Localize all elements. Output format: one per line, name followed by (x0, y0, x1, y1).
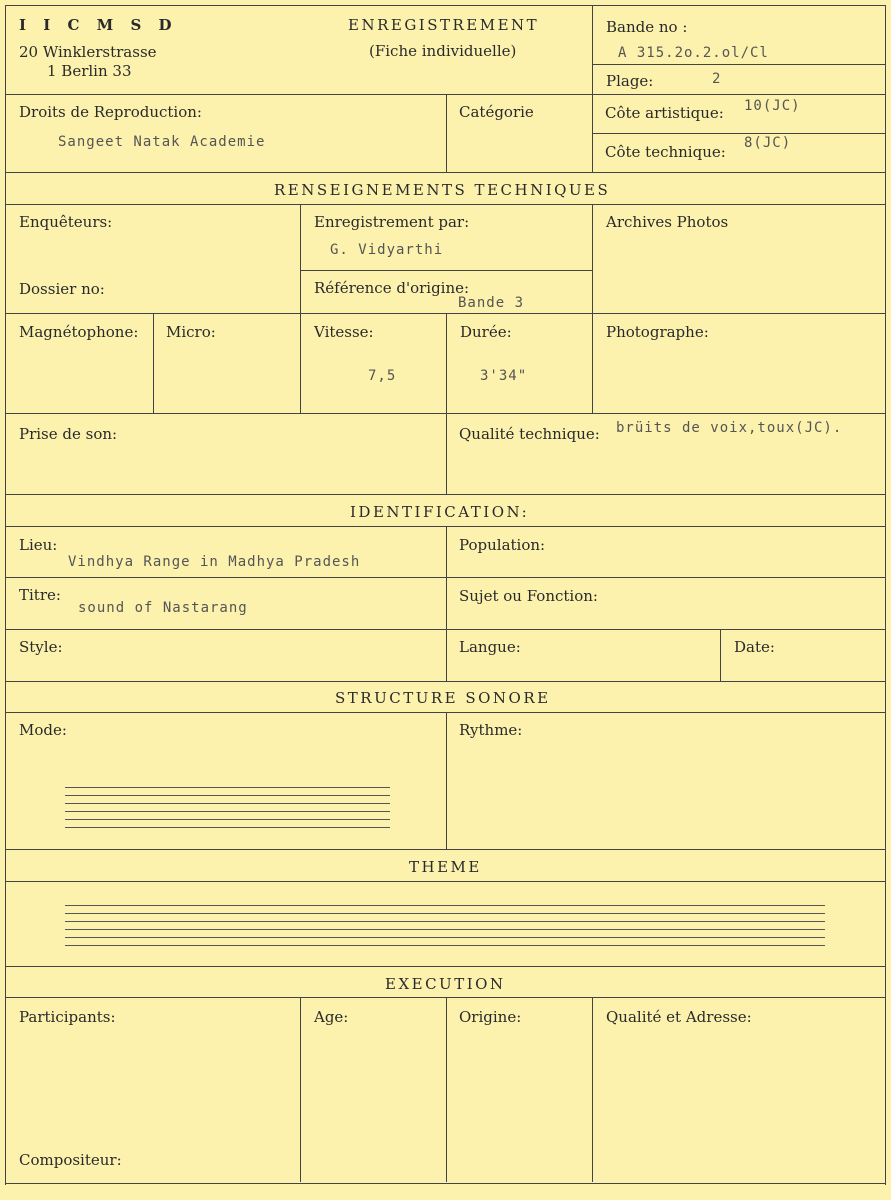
tech-heading: RENSEIGNEMENTS TECHNIQUES (274, 181, 611, 199)
style-label: Style: (19, 638, 63, 656)
mode-label: Mode: (19, 721, 67, 739)
micro-label: Micro: (166, 323, 216, 341)
bande-label: Bande no : (606, 18, 688, 36)
cote-artistique-label: Côte artistique: (605, 104, 724, 122)
identification-heading: IDENTIFICATION: (350, 503, 530, 521)
langue-label: Langue: (459, 638, 521, 656)
org-address-line1: 20 Winklerstrasse (19, 43, 157, 61)
lieu-value[interactable]: Vindhya Range in Madhya Pradesh (68, 554, 361, 570)
plage-label: Plage: (606, 72, 654, 90)
prise-de-son-label: Prise de son: (19, 425, 118, 443)
archives-photos-label: Archives Photos (606, 213, 729, 231)
vitesse-value[interactable]: 7,5 (368, 368, 397, 384)
org-address-line2: 1 Berlin 33 (47, 62, 132, 80)
qualite-adresse-label: Qualité et Adresse: (606, 1008, 752, 1026)
categorie-label: Catégorie (459, 103, 534, 121)
enqueteurs-label: Enquêteurs: (19, 213, 113, 231)
magnetophone-label: Magnétophone: (19, 323, 139, 341)
cote-technique-value[interactable]: 8(JC) (744, 135, 792, 151)
execution-heading: EXECUTION (385, 975, 506, 993)
photographe-label: Photographe: (606, 323, 709, 341)
vitesse-label: Vitesse: (314, 323, 374, 341)
date-label: Date: (734, 638, 775, 656)
enregistrement-par-value[interactable]: G. Vidyarthi (330, 242, 444, 258)
duree-label: Durée: (460, 323, 512, 341)
droits-value[interactable]: Sangeet Natak Academie (58, 134, 266, 150)
population-label: Population: (459, 536, 546, 554)
age-label: Age: (314, 1008, 349, 1026)
duree-value[interactable]: 3'34" (480, 368, 528, 384)
sujet-fonction-label: Sujet ou Fonction: (459, 587, 598, 605)
plage-value[interactable]: 2 (712, 71, 722, 87)
rythme-label: Rythme: (459, 721, 523, 739)
bande-value[interactable]: A 315.2o.2.ol/Cl (618, 45, 769, 61)
compositeur-label: Compositeur: (19, 1151, 122, 1169)
participants-label: Participants: (19, 1008, 116, 1026)
reference-origine-label: Référence d'origine: (314, 279, 470, 297)
origine-label: Origine: (459, 1008, 522, 1026)
cote-technique-label: Côte technique: (605, 143, 726, 161)
qualite-technique-label: Qualité technique: (459, 425, 600, 443)
structure-sonore-heading: STRUCTURE SONORE (335, 689, 551, 707)
form-title: ENREGISTREMENT (348, 16, 540, 34)
form-subtitle: (Fiche individuelle) (369, 42, 517, 60)
org-logo: I I C M S D (19, 16, 178, 34)
dossier-label: Dossier no: (19, 280, 105, 298)
titre-label: Titre: (19, 586, 61, 604)
droits-label: Droits de Reproduction: (19, 103, 202, 121)
qualite-technique-value[interactable]: brüits de voix,toux(JC). (616, 420, 843, 436)
cote-artistique-value[interactable]: 10(JC) (744, 98, 801, 114)
theme-heading: THEME (409, 858, 482, 876)
enregistrement-par-label: Enregistrement par: (314, 213, 470, 231)
titre-value[interactable]: sound of Nastarang (78, 600, 248, 616)
reference-origine-value[interactable]: Bande 3 (458, 295, 525, 311)
lieu-label: Lieu: (19, 536, 58, 554)
